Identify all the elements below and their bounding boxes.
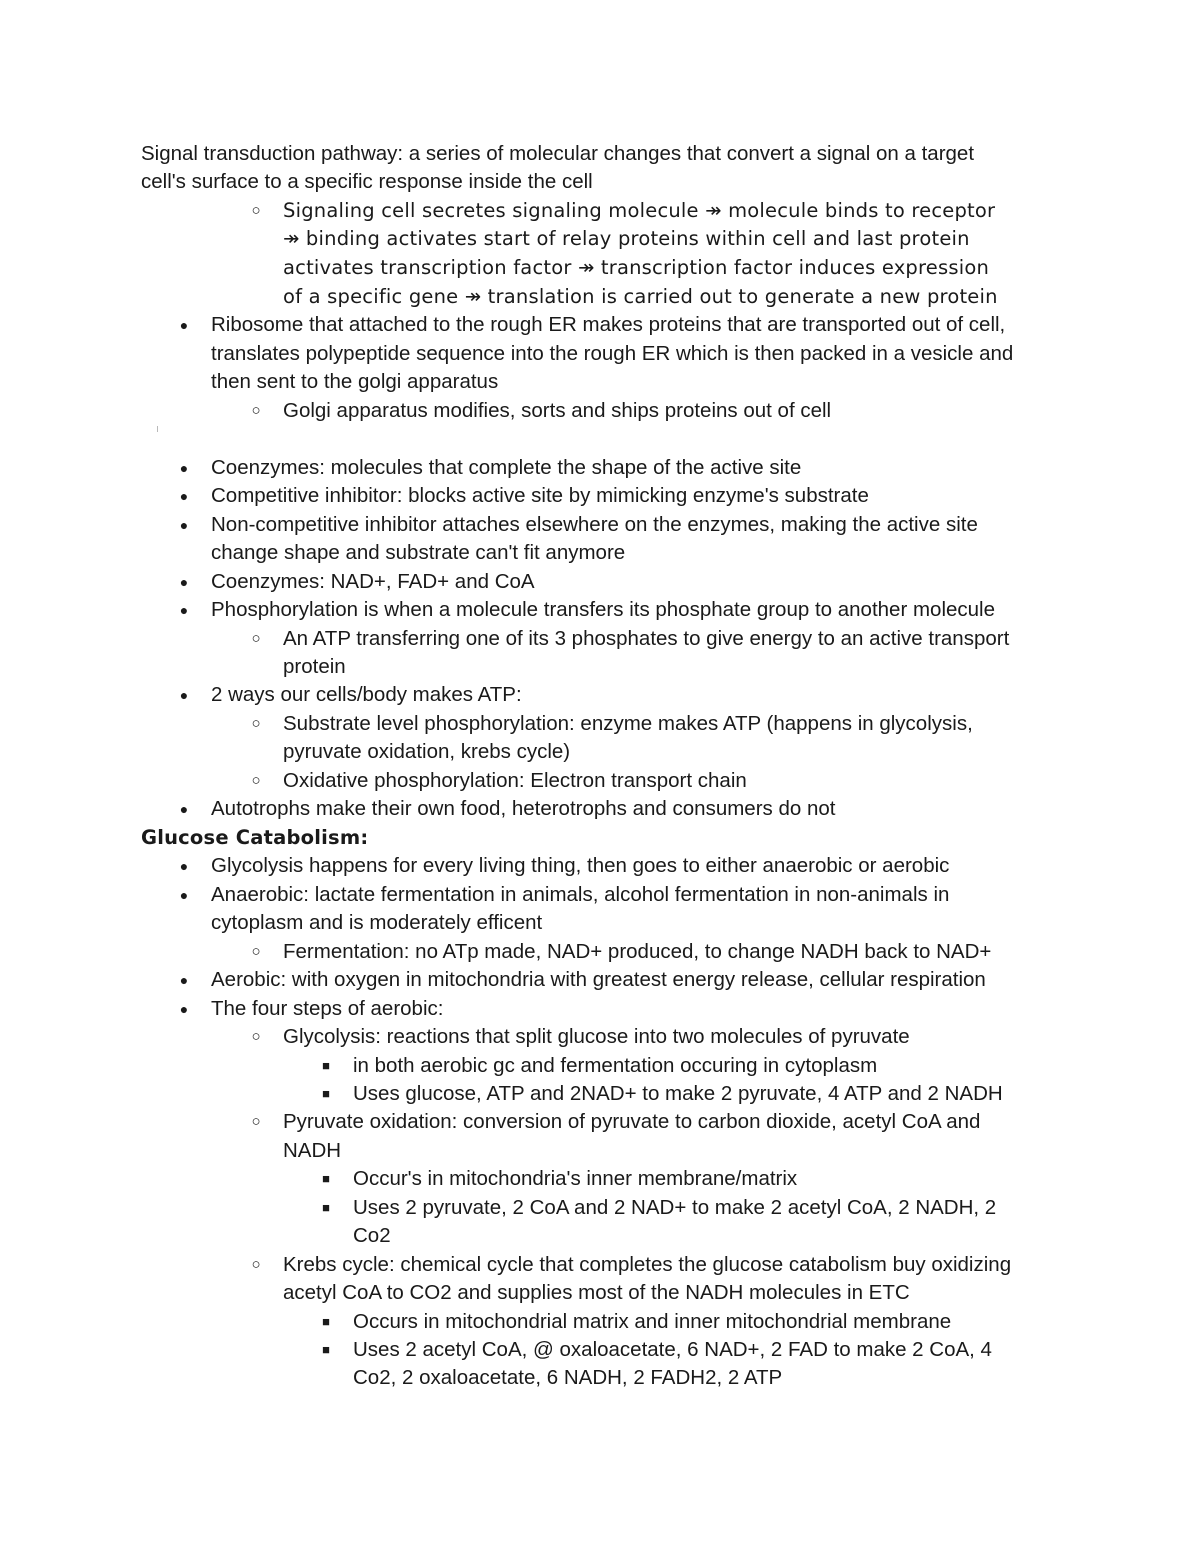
disc-bullet-icon: ● <box>179 517 189 533</box>
disc-bullet-icon: ● <box>179 801 189 817</box>
text-line: The four steps of aerobic: <box>211 997 444 1020</box>
text-line: Glycolysis happens for every living thing, then goes to either anaerobic or aerobic <box>211 854 950 877</box>
text-line: Occur's in mitochondria's inner membrane/matrix <box>353 1167 798 1190</box>
text-line: Ribosome that attached to the rough ER makes proteins that are transported out of cell, <box>211 313 1006 336</box>
text-line: Competitive inhibitor: blocks active site by mimicking enzyme's substrate <box>211 484 869 507</box>
text-line: Coenzymes: NAD+, FAD+ and CoA <box>211 570 535 593</box>
disc-bullet-icon: ● <box>179 460 189 476</box>
square-bullet-icon: ■ <box>322 1200 330 1215</box>
text-line: Glucose Catabolism: <box>141 826 369 849</box>
square-bullet-icon: ■ <box>322 1342 330 1357</box>
disc-bullet-icon: ● <box>179 858 189 874</box>
text-line: Coenzymes: molecules that complete the shape of the active site <box>211 456 802 479</box>
text-line: Phosphorylation is when a molecule transfers its phosphate group to another molecule <box>211 598 996 621</box>
circle-bullet-icon: ○ <box>251 715 261 732</box>
text-line: protein <box>283 655 346 678</box>
text-line: Substrate level phosphorylation: enzyme makes ATP (happens in glycolysis, <box>283 712 973 735</box>
circle-bullet-icon: ○ <box>251 402 261 419</box>
text-line: Signaling cell secretes signaling molecule ↠ molecule binds to receptor <box>283 199 996 222</box>
square-bullet-icon: ■ <box>322 1314 330 1329</box>
disc-bullet-icon: ● <box>179 488 189 504</box>
text-line: in both aerobic gc and fermentation occuring in cytoplasm <box>353 1054 878 1077</box>
text-line: Occurs in mitochondrial matrix and inner mitochondrial membrane <box>353 1310 952 1333</box>
text-line: Fermentation: no ATp made, NAD+ produced, to change NADH back to NAD+ <box>283 940 992 963</box>
text-line: NADH <box>283 1139 342 1162</box>
text-line: activates transcription factor ↠ transcription factor induces expression <box>283 256 990 279</box>
text-line: translates polypeptide sequence into the rough ER which is then packed in a vesicle and <box>211 342 1014 365</box>
text-line: Co2, 2 oxaloacetate, 6 NADH, 2 FADH2, 2 ATP <box>353 1366 783 1389</box>
circle-bullet-icon: ○ <box>251 202 261 219</box>
text-line: of a specific gene ↠ translation is carried out to generate a new protein <box>283 285 998 308</box>
text-line: Pyruvate oxidation: conversion of pyruvate to carbon dioxide, acetyl CoA and <box>283 1110 981 1133</box>
text-line: Autotrophs make their own food, heterotrophs and consumers do not <box>211 797 836 820</box>
text-line: Uses 2 acetyl CoA, @ oxaloacetate, 6 NAD+, 2 FAD to make 2 CoA, 4 <box>353 1338 992 1361</box>
text-line: Golgi apparatus modifies, sorts and ships proteins out of cell <box>283 399 832 422</box>
text-line: Anaerobic: lactate fermentation in animals, alcohol fermentation in non-animals in <box>211 883 950 906</box>
text-line: An ATP transferring one of its 3 phosphates to give energy to an active transport <box>283 627 1010 650</box>
text-line: acetyl CoA to CO2 and supplies most of the NADH molecules in ETC <box>283 1281 910 1304</box>
square-bullet-icon: ■ <box>322 1058 330 1073</box>
text-line: pyruvate oxidation, krebs cycle) <box>283 740 571 763</box>
text-line: Aerobic: with oxygen in mitochondria with greatest energy release, cellular respiration <box>211 968 986 991</box>
text-line: change shape and substrate can't fit anymore <box>211 541 626 564</box>
disc-bullet-icon: ● <box>179 602 189 618</box>
disc-bullet-icon: ● <box>179 972 189 988</box>
disc-bullet-icon: ● <box>179 687 189 703</box>
circle-bullet-icon: ○ <box>251 630 261 647</box>
circle-bullet-icon: ○ <box>251 1028 261 1045</box>
disc-bullet-icon: ● <box>179 574 189 590</box>
text-line: then sent to the golgi apparatus <box>211 370 499 393</box>
text-line: Signal transduction pathway: a series of molecular changes that convert a signal on a target <box>141 142 975 165</box>
text-line: Krebs cycle: chemical cycle that completes the glucose catabolism buy oxidizing <box>283 1253 1012 1276</box>
circle-bullet-icon: ○ <box>251 772 261 789</box>
text-line: cell's surface to a specific response inside the cell <box>141 170 593 193</box>
circle-bullet-icon: ○ <box>251 1113 261 1130</box>
text-line: Uses 2 pyruvate, 2 CoA and 2 NAD+ to make 2 acetyl CoA, 2 NADH, 2 <box>353 1196 997 1219</box>
text-line: Oxidative phosphorylation: Electron transport chain <box>283 769 747 792</box>
text-line: cytoplasm and is moderately efficent <box>211 911 543 934</box>
circle-bullet-icon: ○ <box>251 1256 261 1273</box>
text-line: ↠ binding activates start of relay proteins within cell and last protein <box>283 227 970 250</box>
text-line: Glycolysis: reactions that split glucose into two molecules of pyruvate <box>283 1025 910 1048</box>
text-line: 2 ways our cells/body makes ATP: <box>211 683 522 706</box>
square-bullet-icon: ■ <box>322 1086 330 1101</box>
disc-bullet-icon: ● <box>179 887 189 903</box>
text-line: Uses glucose, ATP and 2NAD+ to make 2 pyruvate, 4 ATP and 2 NADH <box>353 1082 1003 1105</box>
stray-mark <box>157 426 158 432</box>
square-bullet-icon: ■ <box>322 1171 330 1186</box>
circle-bullet-icon: ○ <box>251 943 261 960</box>
text-line: Co2 <box>353 1224 391 1247</box>
disc-bullet-icon: ● <box>179 1001 189 1017</box>
disc-bullet-icon: ● <box>179 317 189 333</box>
text-line: Non-competitive inhibitor attaches elsewhere on the enzymes, making the active site <box>211 513 978 536</box>
